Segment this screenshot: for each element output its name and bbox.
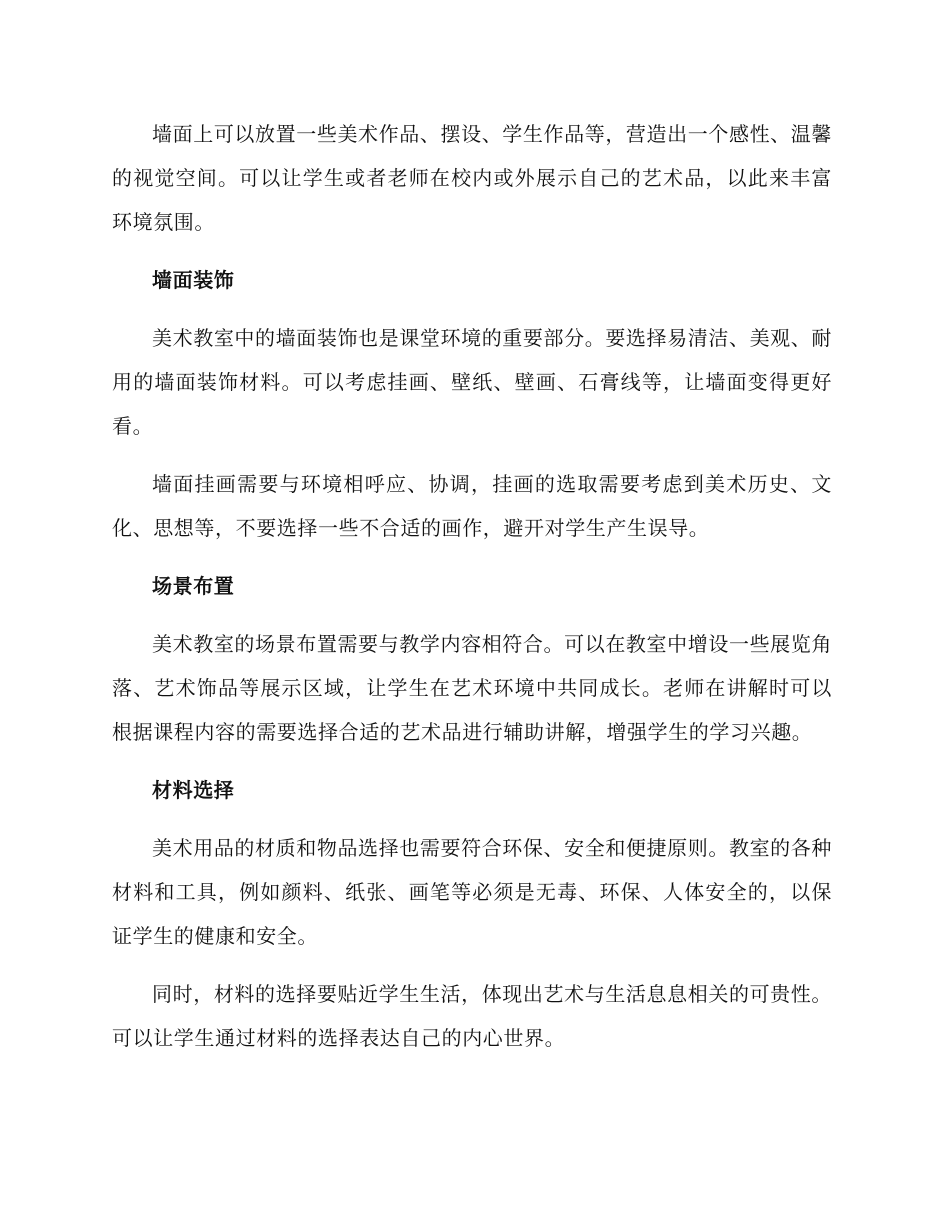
heading-wall-decoration: 墙面装饰	[152, 268, 235, 292]
heading-scene-layout: 场景布置	[152, 574, 235, 598]
paragraph-material-life: 同时，材料的选择要贴近学生生活，体现出艺术与生活息息相关的可贵性。可以让学生通过材料的选择表达自己的内心世界。	[112, 982, 832, 1050]
paragraph-material-safety: 美术用品的材质和物品选择也需要符合环保、安全和便捷原则。教室的各种材料和工具，例如颜料、纸张、画笔等必须是无毒、环保、人体安全的，以保证学生的健康和安全。	[112, 836, 832, 948]
spacer	[112, 244, 832, 258]
spacer	[112, 608, 832, 622]
paragraph-wall-decoration: 美术教室中的墙面装饰也是课堂环境的重要部分。要选择易清洁、美观、耐用的墙面装饰材料。可以考虑挂画、壁纸、壁画、石膏线等，让墙面变得更好看。	[112, 326, 832, 438]
heading-material-selection: 材料选择	[152, 778, 235, 802]
paragraph-wall-paintings: 墙面挂画需要与环境相呼应、协调，挂画的选取需要考虑到美术历史、文化、思想等，不要选择一些不合适的画作，避开对学生产生误导。	[112, 472, 832, 540]
spacer	[112, 302, 832, 316]
paragraph-scene-layout: 美术教室的场景布置需要与教学内容相符合。可以在教室中增设一些展览角落、艺术饰品等展示区域，让学生在艺术环境中共同成长。老师在讲解时可以根据课程内容的需要选择合适的艺术品进行辅助讲解，增强学生的学习兴趣。	[112, 632, 832, 744]
paragraph-wall-display: 墙面上可以放置一些美术作品、摆设、学生作品等，营造出一个感性、温馨的视觉空间。可以让学生或者老师在校内或外展示自己的艺术品，以此来丰富环境氛围。	[112, 122, 832, 234]
spacer	[112, 958, 832, 972]
spacer	[112, 812, 832, 826]
spacer	[112, 754, 832, 768]
spacer	[112, 550, 832, 564]
spacer	[112, 448, 832, 462]
